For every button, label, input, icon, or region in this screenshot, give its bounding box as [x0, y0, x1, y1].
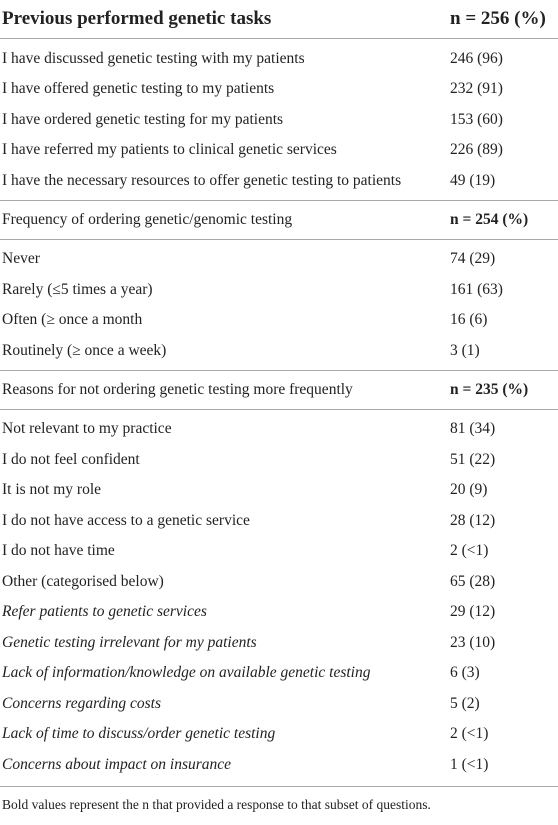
row-value: 49 (19): [450, 171, 496, 189]
row-label: Refer patients to genetic services: [2, 603, 207, 620]
table-row: [0, 305, 558, 336]
table-row: [0, 444, 558, 475]
table-row: [0, 165, 558, 196]
row-label: I do not have time: [2, 542, 115, 559]
table-row: [0, 244, 558, 275]
table-row: [0, 536, 558, 567]
row-value: 6 (3): [450, 664, 480, 681]
row-value: 246 (96): [450, 49, 503, 67]
row-value: 23 (10): [450, 633, 496, 651]
row-value: 65 (28): [450, 572, 496, 590]
table-row-subcategory: [0, 597, 558, 628]
row-label: Lack of time to discuss/order genetic testing: [2, 725, 276, 742]
row-value: 161 (63): [450, 280, 503, 298]
table-header: [0, 0, 558, 39]
section-title: Frequency of ordering genetic/genomic testing: [2, 210, 293, 228]
row-label: I have referred my patients to clinical genetic services: [2, 141, 337, 158]
table-row-subcategory: [0, 749, 558, 780]
table-row-subcategory: [0, 627, 558, 658]
reasons-section: [0, 414, 558, 780]
table-row-subcategory: [0, 688, 558, 719]
table-row: [0, 414, 558, 445]
row-value: 232 (91): [450, 80, 503, 97]
row-label: Not relevant to my practice: [2, 420, 172, 437]
table-row: [0, 505, 558, 536]
reasons-section-header: [0, 370, 558, 410]
table-footnote: Bold values represent the n that provided a response to that subset of questions.: [0, 786, 558, 813]
row-value: 51 (22): [450, 450, 496, 468]
table-row: [0, 335, 558, 366]
table-row: [0, 43, 558, 74]
row-label: I have the necessary resources to offer genetic testing to patients: [2, 171, 402, 189]
row-value: 29 (12): [450, 603, 496, 620]
row-label: Often (≥ once a month: [2, 311, 143, 328]
table-row: [0, 566, 558, 597]
table-row-subcategory: [0, 658, 558, 689]
row-value: 2 (<1): [450, 725, 489, 742]
tasks-section: [0, 43, 558, 196]
row-label: I do not have access to a genetic service: [2, 511, 250, 529]
row-value: 81 (34): [450, 420, 496, 437]
row-value: 16 (6): [450, 311, 488, 328]
row-value: 153 (60): [450, 110, 503, 128]
row-label: I do not feel confident: [2, 450, 140, 468]
row-label: Genetic testing irrelevant for my patients: [2, 633, 257, 651]
table-row: [0, 274, 558, 305]
row-value: 5 (2): [450, 694, 480, 712]
table-row: [0, 74, 558, 105]
section-title: Reasons for not ordering genetic testing more frequently: [2, 380, 353, 398]
row-label: It is not my role: [2, 481, 102, 498]
row-label: Concerns regarding costs: [2, 694, 162, 712]
frequency-section: [0, 244, 558, 366]
row-value: 1 (<1): [450, 755, 489, 773]
section-n: n = 235 (%): [450, 380, 529, 398]
row-label: Rarely (≤5 times a year): [2, 280, 153, 298]
table-row-subcategory: [0, 719, 558, 750]
row-value: 74 (29): [450, 250, 496, 267]
row-label: Other (categorised below): [2, 572, 164, 590]
row-label: Never: [2, 250, 40, 267]
row-value: 28 (12): [450, 511, 496, 529]
row-value: 20 (9): [450, 481, 488, 498]
row-label: Lack of information/knowledge on available genetic testing: [2, 664, 371, 681]
row-value: 3 (1): [450, 341, 480, 359]
table-row: [0, 135, 558, 166]
row-label: Routinely (≥ once a week): [2, 341, 167, 359]
section-n: n = 254 (%): [450, 210, 529, 228]
row-value: 2 (<1): [450, 542, 489, 559]
row-label: Concerns about impact on insurance: [2, 755, 232, 773]
row-label: I have ordered genetic testing for my patients: [2, 110, 284, 128]
row-label: I have offered genetic testing to my patients: [2, 80, 275, 97]
table-row: [0, 475, 558, 506]
frequency-section-header: [0, 200, 558, 240]
row-label: I have discussed genetic testing with my patients: [2, 49, 305, 67]
table-title: Previous performed genetic tasks: [2, 8, 272, 29]
table-n: n = 256 (%): [450, 8, 546, 29]
table-row: [0, 104, 558, 135]
row-value: 226 (89): [450, 141, 503, 158]
